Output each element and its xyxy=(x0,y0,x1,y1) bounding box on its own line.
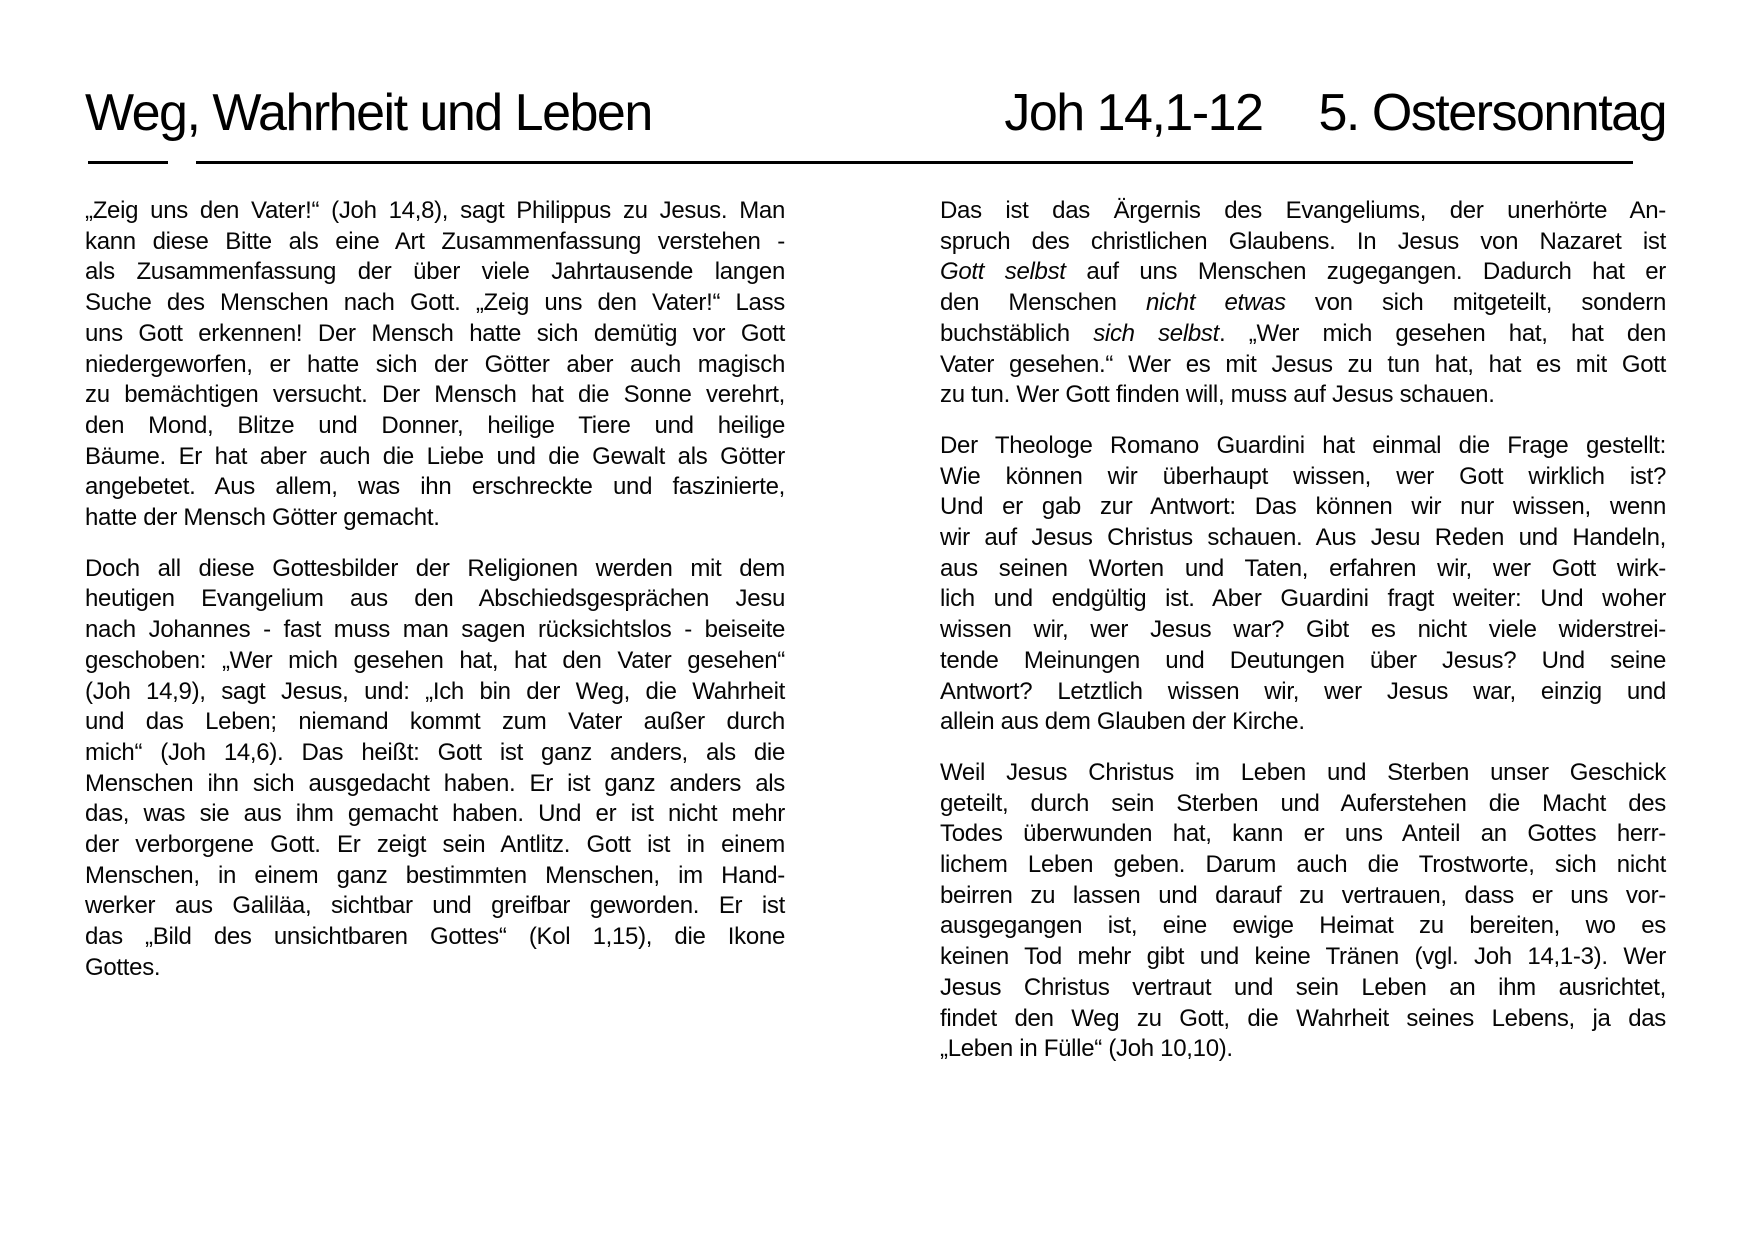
text-line: Das ist das Ärgernis des Evangeliums, der unerhörte An- xyxy=(940,197,1666,224)
text-line: Suche des Menschen nach Gott. „Zeig uns den Vater!“ Lass xyxy=(85,289,785,317)
text-line: Antwort? Letztlich wissen wir, wer Jesus war, einzig und xyxy=(940,677,1666,705)
text-line: werker aus Galiläa, sichtbar und greifbar geworden. Er ist xyxy=(85,892,785,920)
text-line: Bäume. Er hat aber auch die Liebe und die Gewalt als Götter xyxy=(85,442,785,470)
text-line: kann diese Bitte als eine Art Zusammenfassung verstehen - xyxy=(85,227,785,255)
paragraph xyxy=(85,554,785,984)
text-line: Jesus Christus vertraut und sein Leben an ihm ausrichtet, xyxy=(940,973,1666,1001)
paragraph xyxy=(940,758,1666,1065)
text-line: wir auf Jesus Christus schauen. Aus Jesu Reden und Handeln, xyxy=(940,524,1666,552)
page-header xyxy=(85,82,1666,144)
text-line: heutigen Evangelium aus den Abschiedsgesprächen Jesu xyxy=(85,585,785,613)
text-line: als Zusammenfassung der über viele Jahrtausende langen xyxy=(85,258,785,286)
text-line: lich und endgültig ist. Aber Guardini fragt weiter: Und woher xyxy=(940,585,1666,613)
scripture-reference: Joh 14,1-12 xyxy=(1004,84,1263,142)
text-line: den Mond, Blitze und Donner, heilige Tiere und heilige xyxy=(85,411,785,439)
text-line: keinen Tod mehr gibt und keine Tränen (vgl. Joh 14,1-3). Wer xyxy=(940,943,1666,971)
text-line: Menschen ihn sich ausgedacht haben. Er ist ganz anders als xyxy=(85,769,785,797)
text-line: Wie können wir überhaupt wissen, wer Gott wirklich ist? xyxy=(940,462,1666,490)
text-line: angebetet. Aus allem, was ihn erschreckte und faszinierte, xyxy=(85,473,785,501)
text-line: den Menschen nicht etwas von sich mitgeteilt, sondern xyxy=(940,289,1666,317)
text-line: „Zeig uns den Vater!“ (Joh 14,8), sagt Philippus zu Jesus. Man xyxy=(85,197,785,224)
text-line: Gott selbst auf uns Menschen zugegangen. Dadurch hat er xyxy=(940,258,1666,286)
text-line: niedergeworfen, er hatte sich der Götter aber auch magisch xyxy=(85,350,785,378)
text-line: Vater gesehen.“ Wer es mit Jesus zu tun hat, hat es mit Gott xyxy=(940,350,1666,378)
text-line: Weil Jesus Christus im Leben und Sterben unser Geschick xyxy=(940,758,1666,786)
header-right-group xyxy=(1004,82,1666,144)
paragraph xyxy=(940,196,1666,411)
text-line: zu tun. Wer Gott finden will, muss auf Jesus schauen. xyxy=(940,381,1495,409)
text-line: das, was sie aus ihm gemacht haben. Und er ist nicht mehr xyxy=(85,800,785,828)
text-line: ausgegangen ist, eine ewige Heimat zu bereiten, wo es xyxy=(940,912,1666,940)
text-line: Gottes. xyxy=(85,953,161,981)
text-column-right xyxy=(940,196,1666,1085)
text-line: tende Meinungen und Deutungen über Jesus? Und seine xyxy=(940,646,1666,674)
text-line: und das Leben; niemand kommt zum Vater außer durch xyxy=(85,708,785,736)
page-title: Weg, Wahrheit und Leben xyxy=(85,84,652,142)
text-line: buchstäblich sich selbst. „Wer mich gesehen hat, hat den xyxy=(940,319,1666,347)
paragraph xyxy=(85,196,785,534)
text-line: geschoben: „Wer mich gesehen hat, hat den Vater gesehen“ xyxy=(85,646,785,674)
text-line: der verborgene Gott. Er zeigt sein Antlitz. Gott ist in einem xyxy=(85,831,785,859)
text-line: (Joh 14,9), sagt Jesus, und: „Ich bin der Weg, die Wahrheit xyxy=(85,677,785,705)
paragraph xyxy=(940,431,1666,738)
text-line: Todes überwunden hat, kann er uns Anteil an Gottes herr- xyxy=(940,820,1666,848)
text-line: lichem Leben geben. Darum auch die Trostworte, sich nicht xyxy=(940,851,1666,879)
text-line: zu bemächtigen versucht. Der Mensch hat die Sonne verehrt, xyxy=(85,381,785,409)
title-underline-long xyxy=(196,161,1633,164)
text-line: das „Bild des unsichtbaren Gottes“ (Kol 1,15), die Ikone xyxy=(85,923,785,951)
text-line: spruch des christlichen Glaubens. In Jesus von Nazaret ist xyxy=(940,227,1666,255)
text-line: uns Gott erkennen! Der Mensch hatte sich demütig vor Gott xyxy=(85,319,785,347)
text-line: hatte der Mensch Götter gemacht. xyxy=(85,504,440,532)
text-line: wissen wir, wer Jesus war? Gibt es nicht viele widerstrei- xyxy=(940,616,1666,644)
text-line: Doch all diese Gottesbilder der Religionen werden mit dem xyxy=(85,554,785,582)
text-line: Menschen, in einem ganz bestimmten Menschen, im Hand- xyxy=(85,861,785,889)
text-line: „Leben in Fülle“ (Joh 10,10). xyxy=(940,1035,1233,1063)
text-line: aus seinen Worten und Taten, erfahren wir, wer Gott wirk- xyxy=(940,554,1666,582)
text-line: allein aus dem Glauben der Kirche. xyxy=(940,708,1305,736)
text-line: beirren zu lassen und darauf zu vertrauen, dass er uns vor- xyxy=(940,881,1666,909)
title-underline-short xyxy=(88,161,168,164)
text-line: Der Theologe Romano Guardini hat einmal die Frage gestellt: xyxy=(940,431,1666,459)
text-column-left xyxy=(85,196,785,1004)
text-line: mich“ (Joh 14,6). Das heißt: Gott ist ganz anders, als die xyxy=(85,738,785,766)
text-line: Und er gab zur Antwort: Das können wir nur wissen, wenn xyxy=(940,493,1666,521)
text-line: geteilt, durch sein Sterben und Auferstehen die Macht des xyxy=(940,789,1666,817)
text-line: nach Johannes - fast muss man sagen rücksichtslos - beiseite xyxy=(85,616,785,644)
text-line: findet den Weg zu Gott, die Wahrheit seines Lebens, ja das xyxy=(940,1004,1666,1032)
liturgical-occasion: 5. Ostersonntag xyxy=(1318,84,1666,142)
